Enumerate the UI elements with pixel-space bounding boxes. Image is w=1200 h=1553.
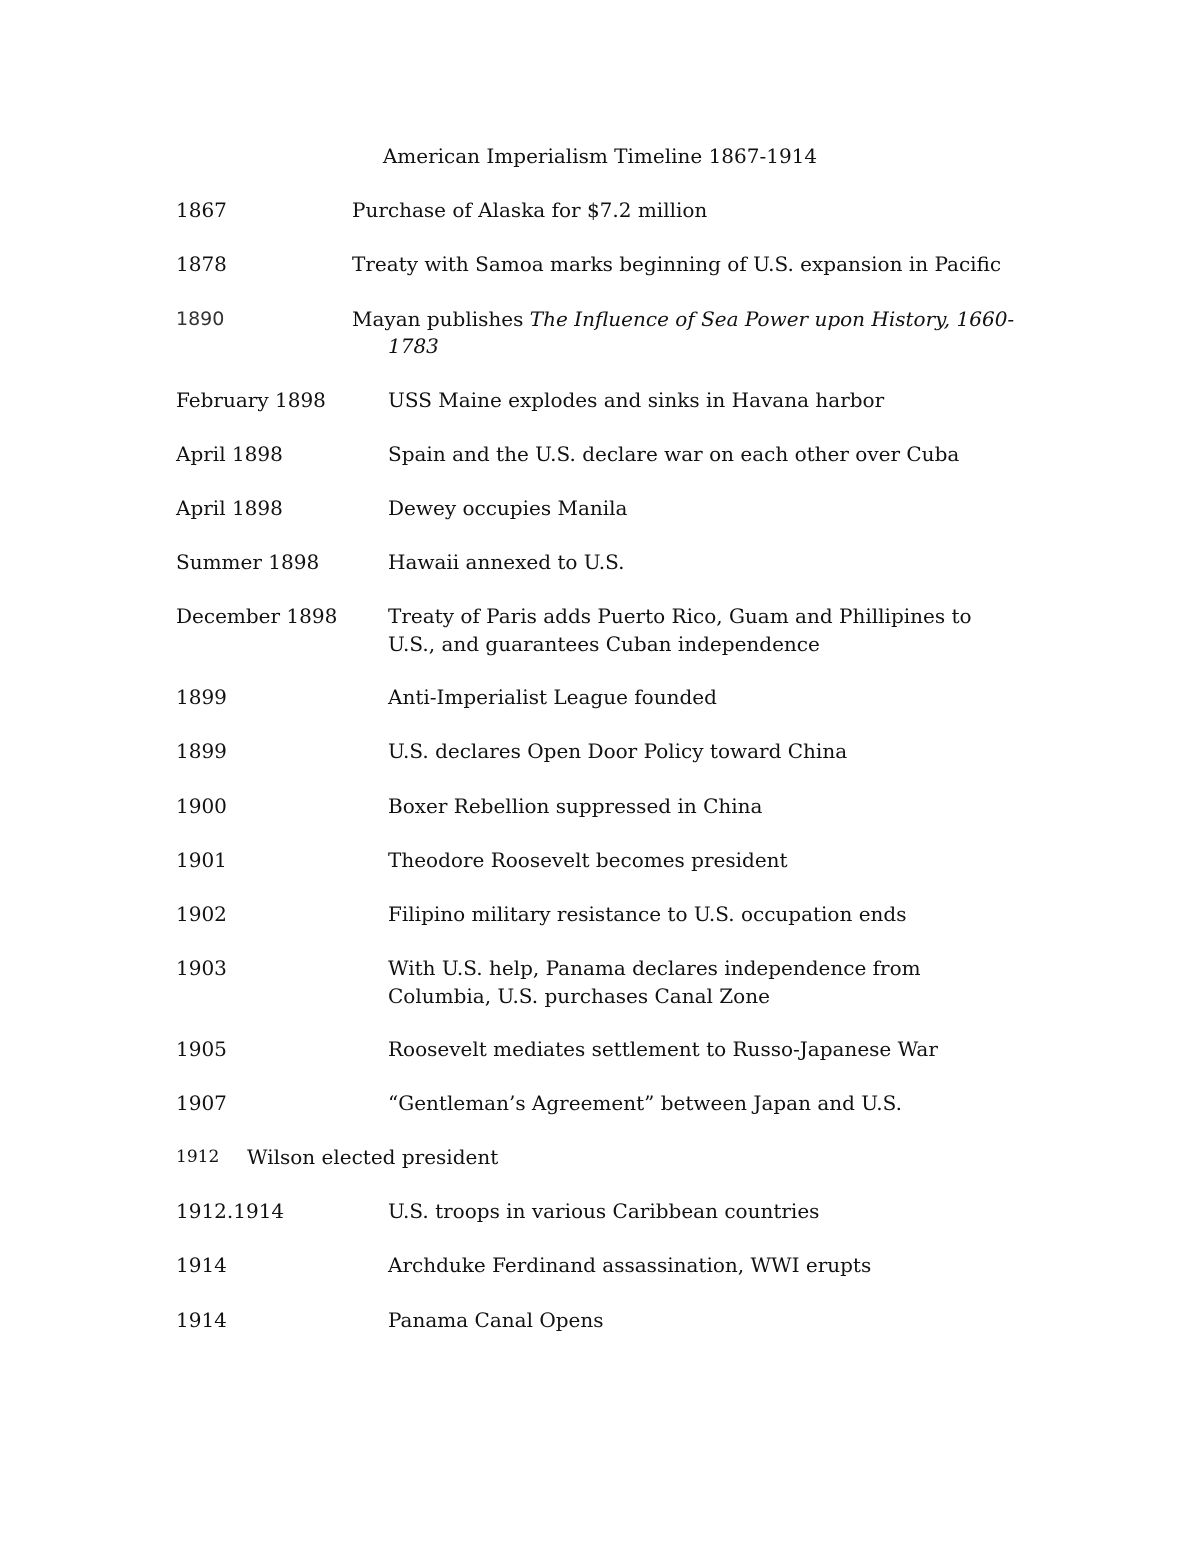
row-event: Roosevelt mediates settlement to Russo-Japanese War <box>388 1037 938 1061</box>
row-event: Treaty with Samoa marks beginning of U.S. expansion in Pacific <box>352 252 1002 276</box>
row-date: 1890 <box>176 308 225 330</box>
row-event: U.S. declares Open Door Policy toward China <box>388 739 848 763</box>
row-date: 1912.1914 <box>176 1199 285 1223</box>
row-event: Dewey occupies Manila <box>388 496 628 520</box>
row-event: Purchase of Alaska for $7.2 million <box>352 198 708 222</box>
row-event: Hawaii annexed to U.S. <box>388 550 625 574</box>
book-title: The Influence of Sea Power upon History, 1660- <box>529 307 1015 331</box>
row-date: 1905 <box>176 1037 227 1061</box>
row-event-continued: Columbia, U.S. purchases Canal Zone <box>388 984 770 1008</box>
row-event: “Gentleman’s Agreement” between Japan and U.S. <box>388 1091 903 1115</box>
row-date: April 1898 <box>176 442 283 466</box>
row-date: December 1898 <box>176 604 338 628</box>
row-date: 1899 <box>176 739 227 763</box>
page-title: American Imperialism Timeline 1867-1914 <box>382 144 818 168</box>
row-date: 1903 <box>176 956 227 980</box>
row-date: 1867 <box>176 198 227 222</box>
row-date: 1902 <box>176 902 227 926</box>
row-event: Spain and the U.S. declare war on each other over Cuba <box>388 442 960 466</box>
row-date: 1914 <box>176 1308 227 1332</box>
row-date: April 1898 <box>176 496 283 520</box>
row-event-continued: U.S., and guarantees Cuban independence <box>388 632 820 656</box>
row-event: Archduke Ferdinand assassination, WWI erupts <box>388 1253 872 1277</box>
row-event: Anti-Imperialist League founded <box>388 685 717 709</box>
row-date: February 1898 <box>176 388 326 412</box>
row-event <box>352 305 1014 333</box>
row-date: 1878 <box>176 252 227 276</box>
row-event: USS Maine explodes and sinks in Havana harbor <box>388 388 885 412</box>
row-date: Summer 1898 <box>176 550 320 574</box>
row-event: Wilson elected president <box>247 1145 499 1169</box>
row-date: 1899 <box>176 685 227 709</box>
row-event: Filipino military resistance to U.S. occupation ends <box>388 902 907 926</box>
row-event: Treaty of Paris adds Puerto Rico, Guam and Phillipines to <box>388 604 972 628</box>
row-date: 1914 <box>176 1253 227 1277</box>
row-event: Panama Canal Opens <box>388 1308 604 1332</box>
row-event: With U.S. help, Panama declares independence from <box>388 956 921 980</box>
row-event-prefix: Mayan publishes <box>352 307 530 331</box>
row-date: 1907 <box>176 1091 227 1115</box>
row-event: U.S. troops in various Caribbean countries <box>388 1199 820 1223</box>
row-event: Theodore Roosevelt becomes president <box>388 848 788 872</box>
row-event: Boxer Rebellion suppressed in China <box>388 794 763 818</box>
book-title-continued: 1783 <box>388 334 439 358</box>
row-date: 1901 <box>176 848 227 872</box>
row-date: 1912 <box>176 1147 220 1167</box>
row-date: 1900 <box>176 794 227 818</box>
